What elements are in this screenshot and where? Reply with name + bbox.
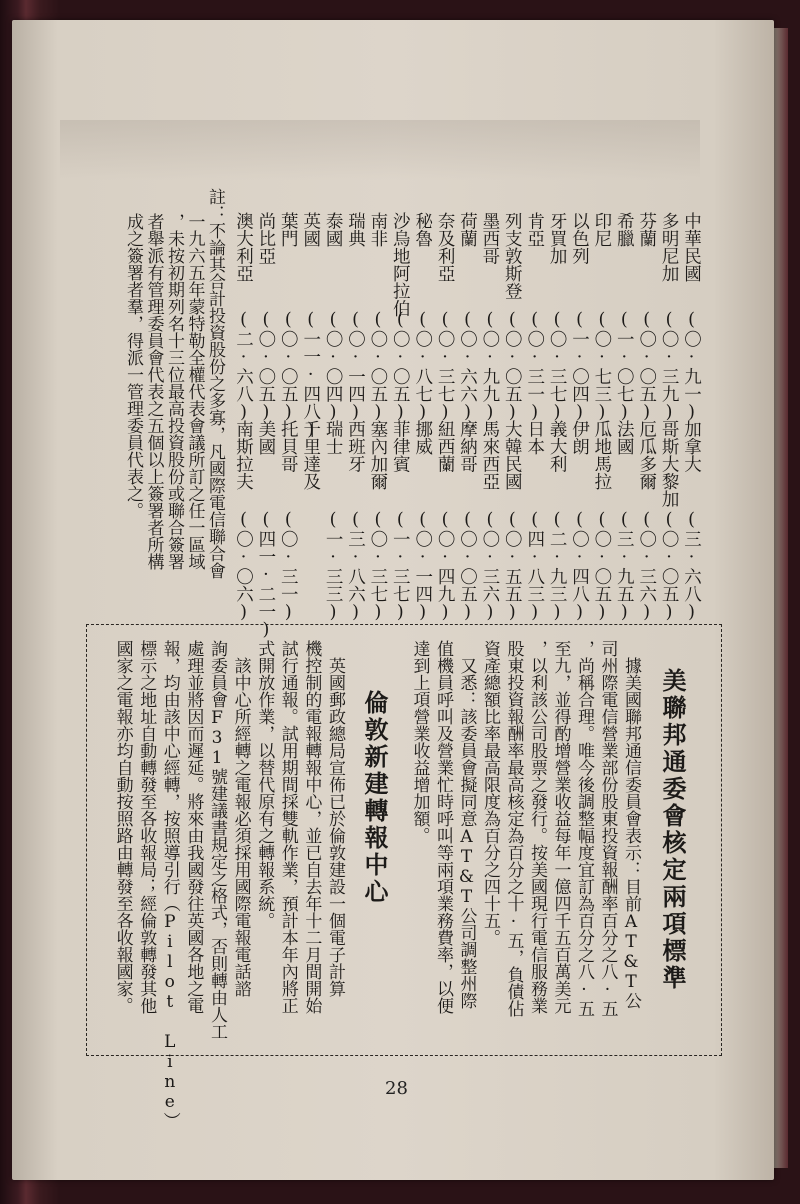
table-value: (〇·〇五) (367, 310, 388, 423)
table-country: 沙烏地阿拉伯 (390, 212, 411, 317)
article2-title: 倫敦新建轉報中心 (360, 690, 389, 906)
table-value: (〇·〇五) (390, 310, 411, 423)
article2-line: 處理並將因而遲延。將來由我國發往英國各地之電 (183, 640, 204, 1014)
table-country: 尚比亞 (255, 212, 276, 265)
table-value: (四·八三) (524, 510, 545, 623)
table-value: (〇·三一) (524, 310, 545, 423)
table-value: (〇·七三) (591, 310, 612, 423)
table-value: (三·六八) (681, 510, 702, 623)
table-country: 西班牙 (345, 420, 366, 473)
table-value: (〇·〇五) (278, 310, 299, 423)
article2-line: 試行通報。試用期間採雙軌作業，預計本年內將正 (277, 640, 298, 1014)
page-number: 28 (385, 1078, 408, 1099)
article2-line: 詢委員會F31號建議書規定之格式，否則轉由人工 (207, 640, 227, 1040)
table-value: (三·九五) (614, 510, 635, 623)
table-country: 法國 (614, 420, 635, 455)
table-country: 加拿大 (681, 420, 702, 473)
note-line: 成之簽署者羣，得派一管理委員代表之。 (123, 196, 143, 519)
table-country: 瓜地馬拉 (591, 420, 612, 490)
table-country: 挪威 (412, 420, 433, 455)
table-value: (〇·八七) (412, 310, 433, 423)
table-value: (二·九三) (547, 510, 568, 623)
table-country: 美國 (255, 420, 276, 455)
table-country: 印尼 (591, 212, 612, 247)
table-country: 菲律賓 (390, 420, 411, 473)
table-value: (〇·四八) (569, 510, 590, 623)
article1-line: 資產總額比率最高限度為百分之四十五。 (480, 640, 500, 946)
table-value: (一·三三) (323, 510, 344, 623)
table-country: 墨西哥 (479, 212, 500, 265)
table-country: 肯亞 (524, 212, 545, 247)
note-line: 者舉派有管理委員會代表之五個以上簽署者所構 (143, 196, 164, 570)
table-country: 牙買加 (547, 212, 568, 265)
table-country: 哥斯大黎加 (659, 420, 680, 508)
table-value: (〇·三九) (659, 310, 680, 423)
article1-line: 至九，並得酌增營業收益每年一億四千五百萬美元 (550, 640, 571, 1014)
table-country: 中華民國 (681, 212, 702, 282)
table-value: (〇·〇五) (659, 510, 680, 623)
table-country: 摩納哥 (457, 420, 478, 473)
table-country: 英國 (300, 212, 321, 247)
article2-line: 機控制的電報轉報中心，並已自去年十二月間開始 (301, 640, 322, 1014)
table-value: (〇·〇五) (502, 310, 523, 423)
table-country: 葉門 (278, 212, 299, 247)
table-country: 泰國 (323, 212, 344, 247)
article1-line: 司州際電信營業部份股東投資報酬率百分之八·五 (597, 640, 618, 1017)
article2-line: 標示之地址自動轉發至各收報局；經倫敦轉發其他 (136, 640, 157, 1014)
article2-line: 國家之電報亦均自動按照路由轉發至各收報國家。 (112, 640, 133, 1014)
article1-line: 又悉：該委員會擬同意AT&T公司調整州際 (456, 640, 477, 1009)
table-country: 義大利 (547, 420, 568, 473)
table-value: (〇·四九) (435, 510, 456, 623)
table-country: 以色列 (569, 212, 590, 265)
table-value: (〇·三六) (636, 510, 657, 623)
article1-title: 美聯邦通委會核定兩項標準 (658, 668, 687, 992)
table-value: (〇·九一) (681, 310, 702, 423)
table-country: 秘魯 (412, 212, 433, 247)
table-country: 厄瓜多爾 (636, 420, 657, 490)
book-cover-edge (774, 28, 788, 1168)
article1-line: 值機員呼叫及營業忙時呼叫等兩項業務費率，以便 (433, 640, 453, 1014)
table-country: 日本 (524, 420, 545, 455)
table-value: (〇·一四) (412, 510, 433, 623)
table-country: 希臘 (614, 212, 635, 247)
table-value: (四一·二一) (255, 510, 276, 640)
table-value: (一·三七) (390, 510, 411, 623)
article2-line: 報，均由該中心經轉，按照導引行（Pilot Line） (159, 640, 180, 1129)
table-country: 馬來西亞 (479, 420, 500, 490)
table-country: 大韓民國 (502, 420, 523, 490)
table-value: (一·〇七) (614, 310, 635, 423)
table-value: (〇·一四) (345, 310, 366, 423)
table-country: 多明尼加 (659, 212, 680, 282)
article2-line: 該中心所經轉之電報必須採用國際電報電話諮 (230, 640, 251, 997)
table-country: 紐西蘭 (435, 420, 456, 473)
table-value: (〇·九九) (479, 310, 500, 423)
table-value: (〇·三六) (479, 510, 500, 623)
table-value: (〇·六六) (457, 310, 478, 423)
table-value: (〇·三七) (435, 310, 456, 423)
table-country: 芬蘭 (636, 212, 657, 247)
table-country: 澳大利亞 (233, 212, 254, 282)
table-country: 瑞士 (323, 420, 344, 455)
article1-line: ，以利該公司股票之發行。按美國現行電信服務業 (527, 640, 547, 1014)
table-country: 荷蘭 (457, 212, 478, 247)
table-value: (〇·五五) (502, 510, 523, 623)
note-line: 一九六五年蒙特勒全權代表會議所訂之任一區域 (184, 196, 205, 570)
table-value: (一·〇四) (569, 310, 590, 423)
article2-line: 英國郵政總局宣佈已於倫敦建設一個電子計算 (325, 640, 345, 997)
table-country: 奈及利亞 (435, 212, 456, 282)
bleed-through-shade (60, 120, 700, 180)
table-value: (〇·〇五) (255, 310, 276, 423)
table-value: (〇·〇五) (636, 310, 657, 423)
table-value: (三·八六) (345, 510, 366, 623)
table-country: 伊朗 (569, 420, 590, 455)
table-value: (〇·三七) (367, 510, 388, 623)
note-line: ，未按初期列名十三位最高投資股份或聯合簽署 (164, 196, 184, 570)
article1-line: 據美國聯邦通信委員會表示：目前AT&T公 (621, 640, 641, 1009)
table-value: (〇·〇六) (233, 510, 254, 623)
table-country: 塞內加爾 (367, 420, 388, 490)
article1-line: ，尚稱合理。唯今後調整幅度宜訂為百分之八·五 (574, 640, 594, 1017)
table-value: (〇·三七) (547, 310, 568, 423)
article1-line: 達到上項營業收益增加額。 (409, 640, 430, 844)
table-value: (〇·〇五) (591, 510, 612, 623)
table-country: 南非 (367, 212, 388, 247)
table-country: 南斯拉夫 (233, 420, 254, 490)
table-value: (二·六八) (233, 310, 254, 423)
table-value: (〇·〇四) (323, 310, 344, 423)
note-line: 註：不論其合計投資股份之多寡，凡國際電信聯合會 (205, 188, 225, 579)
table-country: 瑞典 (345, 212, 366, 247)
table-value: (〇·〇五) (457, 510, 478, 623)
article1-line: 股東投資報酬率最高核定為百分之十·五，負債佔 (503, 640, 524, 1017)
table-country: 托貝哥 (278, 420, 299, 473)
table-value: (一一·四八) (300, 310, 321, 440)
table-country: 列支敦斯登 (502, 212, 523, 300)
table-country: 千里達及 (300, 420, 321, 490)
article2-line: 式開放作業，以替代原有之轉報系統。 (254, 640, 275, 929)
table-value: (〇·三一) (278, 510, 299, 623)
